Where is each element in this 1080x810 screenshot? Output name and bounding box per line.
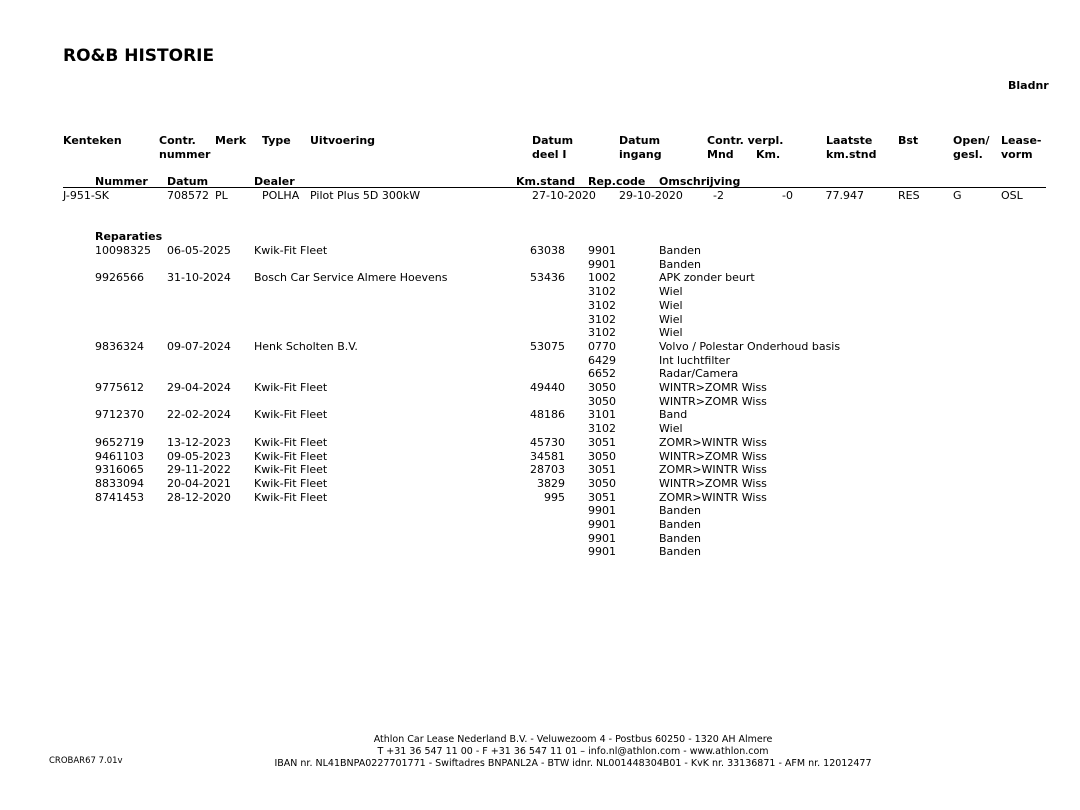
repair-code: 3050	[588, 449, 616, 463]
header-contr-1: Contr.	[159, 134, 196, 147]
repair-dealer: Kwik-Fit Fleet	[254, 490, 328, 504]
repair-omschrijving: Banden	[659, 531, 701, 545]
repair-km: 63038	[530, 244, 565, 257]
header-merk: Merk	[215, 134, 247, 147]
repair-code: 3050	[588, 394, 616, 408]
repair-nummer: 9836324	[95, 339, 144, 353]
repair-datum: 09-05-2023	[167, 449, 231, 463]
repair-omschrijving: Banden	[659, 518, 701, 531]
repair-datum: 13-12-2023	[167, 435, 231, 449]
table-row	[0, 354, 1080, 368]
table-row	[0, 244, 1080, 258]
repair-datum: 22-02-2024	[167, 408, 231, 422]
header-contr-2: nummer	[159, 148, 211, 161]
repair-code: 9901	[588, 257, 616, 271]
table-row	[0, 285, 1080, 299]
header-nummer: Nummer	[95, 175, 148, 188]
vehicle-uitvoering: Pilot Plus 5D 300kW	[310, 189, 421, 202]
vehicle-mnd: -2	[713, 189, 724, 202]
repair-datum: 20-04-2021	[167, 476, 231, 490]
header-kmstand: Km.stand	[516, 175, 576, 188]
repair-omschrijving: WINTR>ZOMR Wiss	[659, 381, 767, 394]
repair-dealer: Kwik-Fit Fleet	[254, 435, 328, 449]
repair-code: 3102	[588, 298, 616, 312]
vehicle-datum-deel-1: 27-10-2020	[532, 189, 596, 202]
header-bst: Bst	[898, 134, 919, 147]
repair-code: 3051	[588, 463, 616, 477]
repair-datum: 28-12-2020	[167, 490, 231, 504]
table-row	[0, 408, 1080, 422]
repair-code: 3050	[588, 381, 616, 394]
form-code: CROBAR67 7.01v	[49, 756, 123, 766]
repair-omschrijving: Wiel	[659, 326, 683, 340]
repair-code: 9901	[588, 244, 616, 257]
page-title: RO&B HISTORIE	[63, 46, 215, 66]
repair-code: 3051	[588, 490, 616, 504]
header-datum-deel-1: Datum	[532, 134, 574, 147]
repair-datum: 06-05-2025	[167, 244, 231, 257]
header-dealer: Dealer	[254, 175, 295, 188]
repair-km: 53436	[530, 271, 565, 285]
repair-omschrijving: WINTR>ZOMR Wiss	[659, 394, 767, 408]
repair-datum: 29-04-2024	[167, 381, 231, 394]
repair-omschrijving: Wiel	[659, 298, 683, 312]
repair-omschrijving: Int luchtfilter	[659, 353, 730, 367]
vehicle-laatste-km: 77.947	[825, 189, 864, 202]
header-lease-1: Lease-	[1001, 134, 1042, 147]
header-datum-deel-2: deel I	[532, 148, 567, 161]
vehicle-bst: RES	[898, 189, 920, 202]
repair-datum: 29-11-2022	[167, 463, 231, 477]
header-mnd: Mnd	[707, 148, 734, 161]
repair-nummer: 9652719	[95, 435, 144, 449]
repair-omschrijving: ZOMR>WINTR Wiss	[659, 435, 767, 449]
repair-omschrijving: WINTR>ZOMR Wiss	[659, 476, 767, 490]
repair-nummer: 9926566	[95, 271, 144, 285]
repair-nummer: 9775612	[95, 381, 144, 394]
repair-dealer: Bosch Car Service Almere Hoevens	[254, 271, 448, 285]
header-datum: Datum	[167, 175, 209, 188]
vehicle-kenteken: J-951-SK	[63, 189, 109, 202]
table-row	[0, 422, 1080, 436]
repair-code: 3102	[588, 285, 616, 299]
page-number-label: Bladnr	[1008, 79, 1049, 92]
header-open-1: Open/	[953, 134, 990, 147]
table-row	[0, 532, 1080, 546]
header-open-2: gesl.	[953, 148, 983, 161]
repair-km: 45730	[530, 435, 565, 449]
table-row	[0, 313, 1080, 327]
repair-omschrijving: Banden	[659, 504, 701, 518]
header-uitvoering: Uitvoering	[310, 134, 376, 147]
repair-omschrijving: ZOMR>WINTR Wiss	[659, 463, 767, 477]
repair-km: 3829	[537, 476, 565, 490]
header-km: Km.	[756, 148, 781, 161]
repair-nummer: 8741453	[95, 490, 144, 504]
header-divider	[63, 187, 1046, 188]
repair-omschrijving: Wiel	[659, 312, 683, 326]
header-datum-ingang-2: ingang	[619, 148, 662, 161]
repair-dealer: Henk Scholten B.V.	[254, 339, 358, 353]
repair-code: 9901	[588, 545, 616, 559]
repair-nummer: 9461103	[95, 449, 144, 463]
repair-omschrijving: Banden	[659, 545, 701, 559]
header-repcode: Rep.code	[588, 175, 646, 188]
table-row	[0, 545, 1080, 559]
table-row	[0, 271, 1080, 285]
vehicle-merk: PL	[215, 189, 228, 202]
repair-code: 9901	[588, 531, 616, 545]
repair-dealer: Kwik-Fit Fleet	[254, 449, 328, 463]
table-row	[0, 395, 1080, 409]
header-contr-verpl: Contr. verpl.	[707, 134, 784, 147]
table-row	[0, 381, 1080, 395]
repair-dealer: Kwik-Fit Fleet	[254, 476, 328, 490]
repair-km: 34581	[530, 449, 565, 463]
header-laatste-1: Laatste	[826, 134, 873, 147]
table-row	[0, 340, 1080, 354]
repair-nummer: 9712370	[95, 408, 144, 422]
repair-dealer: Kwik-Fit Fleet	[254, 463, 328, 477]
footer-contact: T +31 36 547 11 00 - F +31 36 547 11 01 – info.nl@athlon.com - www.athlon.com	[377, 746, 769, 757]
repair-code: 6652	[588, 367, 616, 381]
repair-omschrijving: APK zonder beurt	[659, 271, 755, 285]
vehicle-km: -0	[782, 189, 793, 202]
header-omschrijving: Omschrijving	[659, 175, 741, 188]
repair-code: 9901	[588, 504, 616, 518]
reparaties-label: Reparaties	[95, 230, 163, 243]
repair-km: 53075	[530, 339, 565, 353]
repair-omschrijving: Banden	[659, 257, 701, 271]
header-datum-ingang-1: Datum	[619, 134, 661, 147]
vehicle-contract: 708572	[167, 189, 209, 202]
header-lease-2: vorm	[1001, 148, 1033, 161]
repair-dealer: Kwik-Fit Fleet	[254, 408, 328, 422]
repair-omschrijving: WINTR>ZOMR Wiss	[659, 449, 767, 463]
repair-dealer: Kwik-Fit Fleet	[254, 244, 328, 257]
header-type: Type	[262, 134, 291, 147]
vehicle-type: POLHA	[262, 189, 300, 202]
repair-code: 3102	[588, 422, 616, 436]
repair-omschrijving: Radar/Camera	[659, 367, 739, 381]
repair-omschrijving: Volvo / Polestar Onderhoud basis	[659, 339, 841, 353]
repair-nummer: 9316065	[95, 463, 144, 477]
repair-code: 9901	[588, 518, 616, 531]
repair-km: 49440	[530, 381, 565, 394]
repair-nummer: 10098325	[95, 244, 151, 257]
header-laatste-2: km.stnd	[826, 148, 877, 161]
table-row	[0, 491, 1080, 505]
repair-omschrijving: ZOMR>WINTR Wiss	[659, 490, 767, 504]
header-kenteken: Kenteken	[63, 134, 122, 147]
repair-km: 48186	[530, 408, 565, 422]
table-row	[0, 450, 1080, 464]
table-row	[0, 504, 1080, 518]
table-row	[0, 326, 1080, 340]
table-row	[0, 299, 1080, 313]
repair-omschrijving: Wiel	[659, 422, 683, 436]
repairs-list	[0, 244, 1080, 574]
table-row	[0, 477, 1080, 491]
repair-dealer: Kwik-Fit Fleet	[254, 381, 328, 394]
repair-code: 3050	[588, 476, 616, 490]
repair-code: 3102	[588, 326, 616, 340]
table-row	[0, 518, 1080, 532]
repair-omschrijving: Band	[659, 408, 688, 422]
repair-omschrijving: Wiel	[659, 285, 683, 299]
table-row	[0, 367, 1080, 381]
table-row	[0, 436, 1080, 450]
footer-address: Athlon Car Lease Nederland B.V. - Veluwezoom 4 - Postbus 60250 - 1320 AH Almere	[373, 734, 773, 745]
repair-code: 1002	[588, 271, 616, 285]
vehicle-lease-vorm: OSL	[1001, 189, 1023, 202]
vehicle-open-gesl: G	[953, 189, 962, 202]
repair-km: 995	[544, 490, 565, 504]
repair-omschrijving: Banden	[659, 244, 701, 257]
repair-code: 0770	[588, 339, 616, 353]
repair-code: 3051	[588, 435, 616, 449]
repair-datum: 31-10-2024	[167, 271, 231, 285]
repair-code: 3101	[588, 408, 616, 422]
footer-bank: IBAN nr. NL41BNPA0227701771 - Swiftadres BNPANL2A - BTW idnr. NL001448304B01 - KvK nr. 33136871 - AFM nr. 12012477	[274, 758, 872, 769]
repair-datum: 09-07-2024	[167, 339, 231, 353]
table-row	[0, 258, 1080, 272]
repair-code: 3102	[588, 312, 616, 326]
repair-code: 6429	[588, 353, 616, 367]
repair-nummer: 8833094	[95, 476, 144, 490]
vehicle-datum-ingang: 29-10-2020	[619, 189, 683, 202]
repair-km: 28703	[530, 463, 565, 477]
table-row	[0, 463, 1080, 477]
